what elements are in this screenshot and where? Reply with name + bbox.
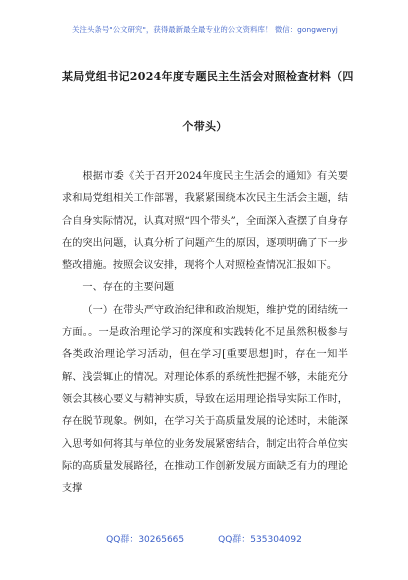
section-heading: 一、存在的主要问题 <box>82 282 175 294</box>
footer-qq-group-1: QQ群：30265665 <box>106 535 185 545</box>
sub-paragraph: （一）在带头严守政治纪律和政治规矩，维护党的团结统一方面。。一是政治理论学习的深度和实践转化不足虽然积极参与各类政治理论学习活动，但在学习[重要思想]时，存在一知半解、浅尝辄止的情况。对理论体系的系统性把握不够，未能充分领会其核心要义与精神实质，导致在运用理论指导实际工作时，存在脱节现象。例如，在学习关于高质量发展的论述时，未能深入思考如何将其与单位的业务发展紧密结合，制定出符合单位实际的高质量发展路径，在推动工作创新发展方面缺乏有力的理论支撑 <box>62 304 348 495</box>
title-line-2: 个带头） <box>182 120 228 133</box>
header-banner: 关注头条号"公文研究"，获得最新最全最专业的公文资料库！ 微信：gongwenyj <box>72 25 338 34</box>
footer <box>0 532 408 545</box>
intro-paragraph: 根据市委《关于召开2024年度民主生活会的通知》有关要求和局党组相关工作部署，我紧紧围绕本次民主生活会主题，结合自身实际情况，认真对照“四个带头”，全面深入查摆了自身存在的突出问题，认真分析了问题产生的原因，逐项明确了下一步整改措施。按照会议安排，现将个人对照检查情况汇报如下。 <box>62 171 348 272</box>
title-line-1: 某局党组书记2024年度专题民主生活会对照检查材料（四 <box>62 70 354 83</box>
document-title <box>62 68 354 134</box>
document-body <box>62 166 348 500</box>
footer-qq-group-2: QQ群：535304092 <box>218 535 302 545</box>
